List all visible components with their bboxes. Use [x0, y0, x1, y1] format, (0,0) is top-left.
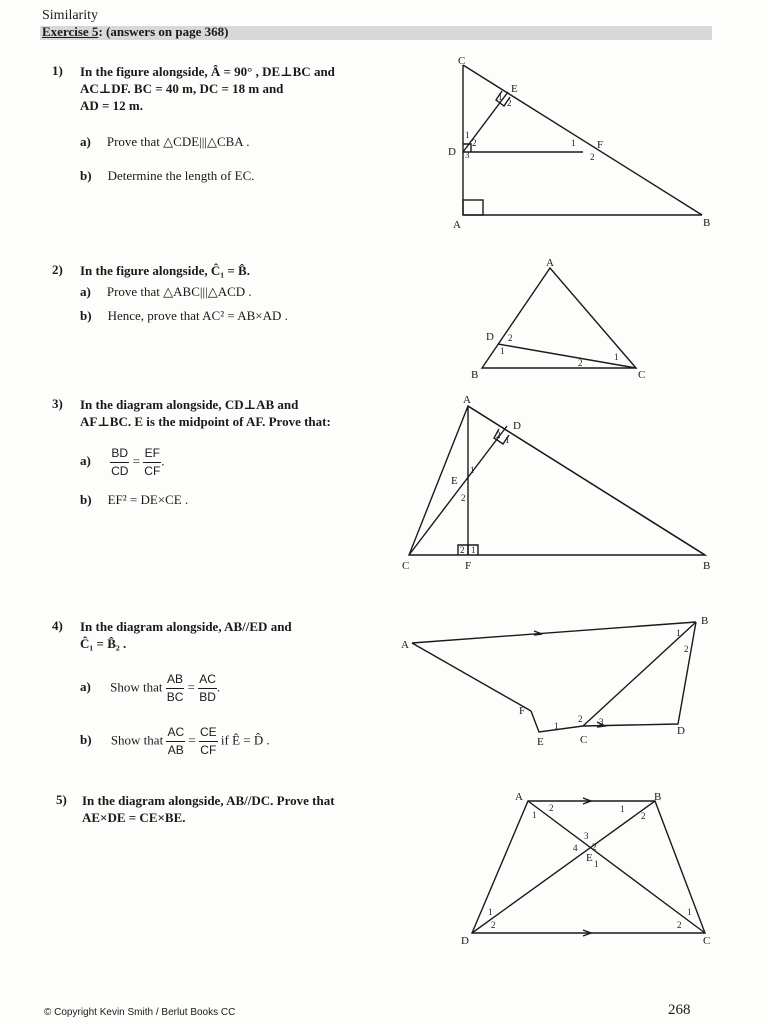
angle-label: 3	[599, 717, 604, 727]
figure-2	[460, 252, 660, 382]
question-line: AC⊥DF. BC = 40 m, DC = 18 m and	[80, 81, 284, 96]
angle-label: 2	[460, 545, 465, 555]
angle-label: 1	[571, 138, 576, 148]
question-line: In the diagram alongside, CD⊥AB and	[80, 397, 299, 412]
question-line: In the diagram alongside, AB//DC. Prove that	[82, 793, 335, 808]
angle-label: 1	[687, 907, 692, 917]
part-text: Prove that △CDE|||△CBA .	[106, 134, 250, 149]
exercise-heading	[42, 24, 228, 40]
question-part	[80, 133, 249, 150]
vertex-label: F	[465, 560, 472, 572]
question-part	[80, 491, 188, 508]
copyright-notice: © Copyright Kevin Smith / Berlut Books CC	[44, 1007, 236, 1018]
vertex-label: A	[515, 791, 523, 803]
part-prefix: Show that	[110, 679, 163, 695]
part-tail: if Ê = D̂ .	[217, 732, 270, 748]
angle-label: 2	[578, 358, 583, 368]
question-text	[80, 262, 250, 279]
denominator: CD	[111, 464, 129, 478]
angle-label: 4	[573, 843, 578, 853]
angle-label: 1	[532, 810, 537, 820]
vertex-label: E	[451, 475, 458, 487]
vertex-label: F	[519, 705, 526, 717]
part-label: a)	[80, 284, 91, 299]
angle-label: 1	[471, 545, 476, 555]
numerator: AC	[166, 724, 185, 742]
part-tail: .	[161, 453, 165, 469]
question-line: Ĉ₁ = B̂₂ .	[80, 636, 127, 651]
vertex-label: D	[448, 146, 456, 158]
figure-3	[395, 388, 725, 573]
angle-label: 1	[614, 352, 619, 362]
fraction	[110, 445, 129, 480]
vertex-label: A	[453, 219, 461, 231]
question-line: In the diagram alongside, AB//ED and	[80, 619, 292, 634]
page-number: 268	[668, 1002, 691, 1018]
figure-5	[455, 785, 725, 955]
angle-label: 2	[578, 714, 583, 724]
angle-label: 1	[500, 346, 505, 356]
fraction	[143, 445, 161, 480]
question-line: AD = 12 m.	[80, 98, 144, 113]
angle-label: 1	[676, 628, 681, 638]
numerator: AC	[198, 671, 217, 689]
figure-1	[440, 50, 730, 235]
question-line: In the figure alongside, Â = 90° , DE⊥BC and	[80, 64, 335, 79]
numerator: EF	[143, 445, 161, 463]
vertex-label: A	[546, 257, 554, 269]
vertex-label: C	[458, 55, 466, 67]
question-part	[80, 283, 252, 300]
part-text: Determine the length of EC.	[107, 168, 255, 183]
vertex-label: D	[513, 420, 521, 432]
vertex-label: E	[537, 736, 544, 748]
exercise-label: Exercise 5	[42, 24, 99, 39]
question-part	[80, 167, 255, 184]
part-label: b)	[80, 492, 92, 507]
vertex-label: B	[471, 369, 479, 381]
denominator: AB	[167, 743, 184, 757]
vertex-label: E	[586, 852, 593, 864]
vertex-label: C	[638, 369, 646, 381]
part-label: a)	[80, 134, 91, 149]
exercise-note: : (answers on page 368)	[98, 24, 229, 39]
angle-label: 1	[554, 721, 559, 731]
chapter-title: Similarity	[42, 8, 98, 23]
vertex-label: C	[703, 935, 711, 947]
question-number: 3)	[52, 396, 63, 411]
part-text: EF² = DE×CE .	[107, 492, 189, 507]
part-label: b)	[80, 168, 92, 183]
angle-label: 3	[465, 150, 470, 160]
question-text	[80, 618, 372, 652]
question-line: In the figure alongside, Ĉ₁ = B̂.	[80, 263, 250, 278]
numerator: AB	[166, 671, 185, 689]
vertex-label: B	[701, 615, 709, 627]
numerator: CE	[199, 724, 218, 742]
question-number: 5)	[56, 792, 67, 807]
vertex-label: E	[511, 83, 518, 95]
vertex-label: B	[654, 791, 662, 803]
angle-label: 2	[496, 430, 501, 440]
equals-sign: =	[188, 732, 196, 748]
fraction	[166, 724, 185, 759]
angle-label: 2	[641, 811, 646, 821]
vertex-label: F	[597, 139, 604, 151]
part-tail: .	[216, 679, 221, 695]
question-part	[80, 671, 220, 706]
vertex-label: D	[461, 935, 469, 947]
vertex-label: A	[401, 639, 409, 651]
question-text	[80, 396, 331, 430]
question-line: AE×DE = CE×BE.	[82, 810, 186, 825]
vertex-label: A	[463, 394, 471, 406]
angle-label: 1	[594, 859, 599, 869]
angle-label: 1	[620, 804, 625, 814]
part-label: b)	[80, 308, 92, 323]
angle-label: 2	[461, 493, 466, 503]
angle-label: 1	[488, 907, 493, 917]
vertex-label: B	[703, 217, 711, 229]
angle-label: 1	[470, 465, 475, 475]
question-number: 4)	[52, 618, 63, 633]
figure-4	[395, 610, 725, 760]
question-number: 1)	[52, 63, 63, 78]
question-part	[80, 724, 270, 759]
angle-label: 2	[507, 98, 512, 108]
part-label: a)	[80, 679, 91, 695]
angle-label: 2	[508, 333, 513, 343]
part-text: Prove that △ABC|||△ACD .	[106, 284, 252, 299]
vertex-label: C	[580, 734, 588, 746]
question-line: AF⊥BC. E is the midpoint of AF. Prove that:	[80, 414, 331, 429]
part-label: a)	[80, 453, 91, 469]
question-number: 2)	[52, 262, 63, 277]
angle-label: 2	[677, 920, 682, 930]
denominator: BC	[166, 690, 184, 704]
part-text: Hence, prove that AC² = AB×AD .	[107, 308, 288, 323]
angle-label: 2	[472, 138, 477, 148]
vertex-label: C	[402, 560, 410, 572]
angle-label: 1	[465, 130, 470, 140]
denominator: CF	[200, 743, 217, 757]
vertex-label: D	[486, 331, 494, 343]
denominator: BD	[199, 690, 216, 704]
part-prefix: Show that	[110, 732, 164, 748]
vertex-label: D	[677, 725, 685, 737]
angle-label: 2	[549, 803, 554, 813]
equals-sign: =	[187, 679, 195, 695]
angle-label: 3	[584, 831, 589, 841]
equals-sign: =	[132, 453, 141, 469]
angle-label: 2	[590, 152, 595, 162]
angle-label: 2	[491, 920, 496, 930]
part-label: b)	[80, 732, 92, 748]
angle-label: 2	[592, 842, 597, 852]
question-text	[82, 792, 335, 826]
numerator: BD	[110, 445, 129, 463]
angle-label: 1	[498, 92, 503, 102]
fraction	[199, 724, 218, 759]
vertex-label: B	[703, 560, 711, 572]
angle-label: 2	[684, 644, 689, 654]
question-part	[80, 307, 288, 324]
question-text	[80, 63, 335, 114]
question-part	[80, 445, 165, 480]
angle-label: 1	[505, 435, 510, 445]
denominator: CF	[144, 464, 161, 478]
fraction	[198, 671, 217, 706]
fraction	[166, 671, 185, 706]
